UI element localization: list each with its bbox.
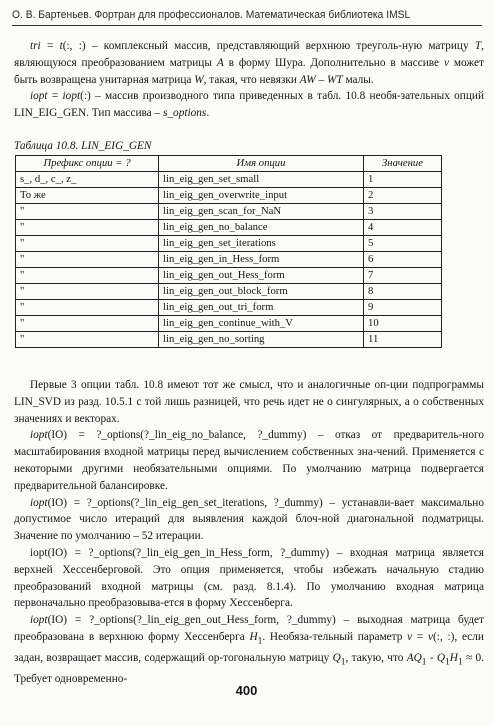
table-row [16,172,442,188]
cell-prefix: " [16,316,159,332]
table-row [16,204,442,220]
paragraph-in-hess-form: iopt(IO) = ?_options(?_lin_eig_gen_in_Hess_form, ?_dummy) – входная матрица является верхней Хессенберговой. Это опция применяется, чтобы избежать начальную стадию преобразований входной матрицы (см. разд. 8.1.4). По умолчанию входная матрица первоначально преобразовыва-ется в форму Хессенберга. [14,546,484,610]
cell-value: 10 [364,316,442,332]
cell-option-name: lin_eig_gen_continue_with_V [159,316,364,332]
column-header-value: Значение [364,156,442,172]
running-header: О. В. Бартеньев. Фортран для профессионалов. Математическая библиотека IMSL [12,9,411,21]
table-row [16,284,442,300]
cell-option-name: lin_eig_gen_set_small [159,172,364,188]
paragraph-tri: tri = t(:, :) – комплексный массив, представляющий верхнюю треуголь-ную матрицу T, являющуюся преобразованием матрицы A в форму Шура. Дополнительно в массиве v может быть возвращена унитарная матрица W, такая, что невязки AW – WT малы. [14,40,484,86]
page-number: 400 [235,683,258,698]
cell-value: 3 [364,204,442,220]
cell-prefix: " [16,268,159,284]
cell-value: 5 [364,236,442,252]
cell-value: 7 [364,268,442,284]
cell-value: 1 [364,172,442,188]
cell-option-name: lin_eig_gen_set_iterations [159,236,364,252]
table-row [16,332,442,348]
cell-value: 8 [364,284,442,300]
table-row [16,236,442,252]
cell-prefix: " [16,236,159,252]
intro-text [14,38,484,122]
cell-prefix: " [16,284,159,300]
cell-value: 4 [364,220,442,236]
cell-option-name: lin_eig_gen_overwrite_input [159,188,364,204]
cell-prefix: " [16,300,159,316]
cell-value: 9 [364,300,442,316]
cell-value: 6 [364,252,442,268]
cell-prefix: " [16,204,159,220]
cell-option-name: lin_eig_gen_scan_for_NaN [159,204,364,220]
cell-option-name: lin_eig_gen_out_block_form [159,284,364,300]
cell-value: 11 [364,332,442,348]
paragraph-set-iterations: iopt(IO) = ?_options(?_lin_eig_gen_set_iterations, ?_dummy) – устанавли-вает максимально допустимое число итераций для выявления каждой блоч-ной диагональной подматрицы. Значение по умолчанию – 52 итерации. [14,496,484,543]
paragraph-iopt: iopt = iopt(:) – массив производного типа приведенных в табл. 10.8 необя-зательных опций LIN_EIG_GEN. Тип массива – s_options. [14,90,484,120]
cell-option-name: lin_eig_gen_no_balance [159,220,364,236]
column-header-name: Имя опции [159,156,364,172]
table-body [16,172,442,348]
cell-prefix: " [16,220,159,236]
paragraph-out-hess-form: iopt(IO) = ?_options(?_lin_eig_gen_out_Hess_form, ?_dummy) – выходная матрица будет преобразована в верхнюю форму Хессенберга $H_1$. Необяза-тельный параметр v = v(:, :), если задан, возвращает массив, содержащий ор-тогональную матрицу $Q_1$, такую, что $AQ_1 - Q_1H_1 \approx 0$. Требует одновременно- [14,614,484,686]
table-row [16,220,442,236]
options-table [15,155,442,348]
cell-prefix: То же [16,188,159,204]
cell-option-name: lin_eig_gen_in_Hess_form [159,252,364,268]
cell-value: 2 [364,188,442,204]
paragraph-no-balance: iopt(IO) = ?_options(?_lin_eig_no_balance, ?_dummy) – отказ от предваритель-ного масштабирования входной матрицы перед вычислением собственных зна-чений. Применяется с некоторыми другими необязательными опциями. По умолчанию матрица подвергается предварительной балансировке. [14,429,484,492]
table-caption: Таблица 10.8. LIN_EIG_GEN [14,140,152,152]
table-row [16,268,442,284]
cell-option-name: lin_eig_gen_out_Hess_form [159,268,364,284]
column-header-prefix: Префикс опции = ? [16,156,159,172]
paragraph-first-three: Первые 3 опции табл. 10.8 имеют тот же смысл, что и аналогичные оп-ции подпрограммы LIN_SVD из разд. 10.5.1 с той лишь разницей, что речь идет не о сингулярных, а о собственных значениях и векторах. [14,379,484,425]
cell-option-name: lin_eig_gen_no_sorting [159,332,364,348]
header-rule [12,25,482,26]
table-row [16,252,442,268]
cell-prefix: " [16,332,159,348]
table-row [16,316,442,332]
cell-prefix: " [16,252,159,268]
body-text [14,377,484,688]
table-row [16,300,442,316]
table-header-row [16,156,442,172]
table-row [16,188,442,204]
cell-prefix: s_, d_, c_, z_ [16,172,159,188]
cell-option-name: lin_eig_gen_out_tri_form [159,300,364,316]
